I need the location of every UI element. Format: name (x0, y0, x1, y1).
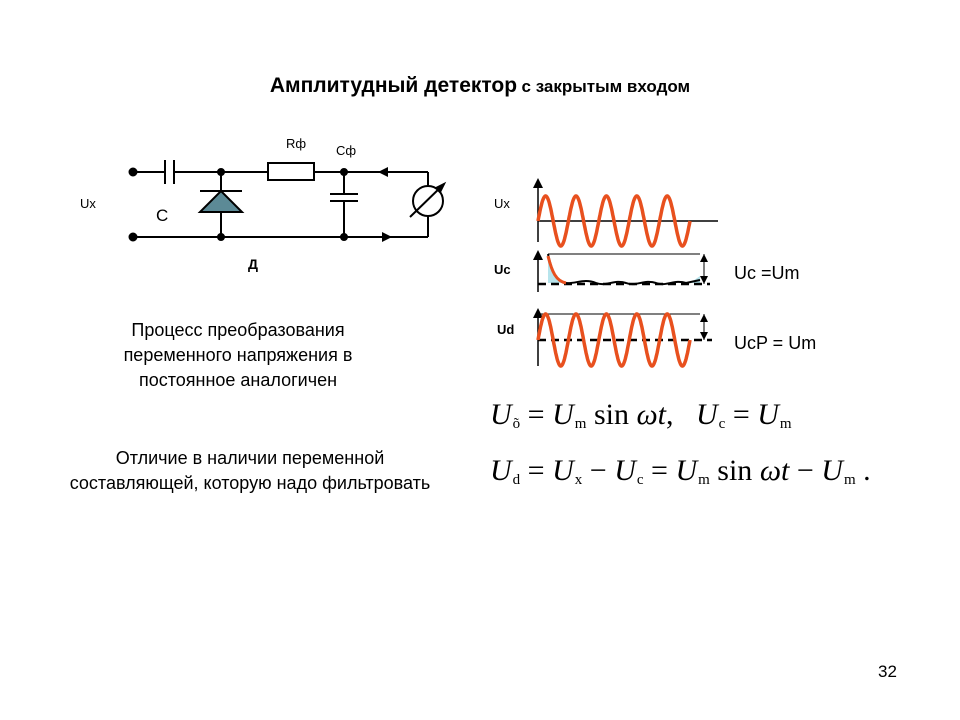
paragraph-process: Процесс преобразования переменного напряжения в постоянное аналогичен (123, 320, 353, 390)
waveform-ux (533, 178, 718, 246)
page-number: 32 (878, 662, 897, 681)
diode-label: Д (248, 256, 258, 272)
resistor-label: Rф (286, 136, 307, 151)
ud-axis-label: Ud (497, 322, 515, 337)
title-main: Амплитудный детектор (269, 74, 518, 97)
diode (200, 191, 242, 212)
formula-line-1: $U_õ = U_m$ sin ωt, $U_c = U_m$ (490, 398, 792, 432)
ux-axis-label: Ux (494, 196, 510, 211)
title-sub: с закрытым входом (521, 77, 691, 96)
filter-capacitor-label: Сф (336, 143, 357, 158)
capacitor-label: C (156, 206, 169, 225)
uc-curve (548, 254, 700, 284)
waveform-uc (533, 250, 710, 292)
circuit-schematic (130, 160, 445, 242)
uc-equation: Uc =Um (734, 263, 800, 283)
uc-fill (548, 254, 700, 283)
ucp-equation: UcP = Um (734, 333, 817, 353)
formula-line-2: $U_d = U_x - U_c = U_m$ $\sin \omega t - U_m$ . (490, 454, 871, 488)
ud-sine (538, 314, 690, 366)
paragraph-difference: Отличие в наличии переменной составляющей, которую надо фильтровать (69, 448, 431, 493)
resistor (268, 163, 314, 180)
uc-axis-label: Uc (494, 262, 511, 277)
input-voltage-label: Ux (80, 196, 96, 211)
waveform-ud (533, 308, 712, 366)
